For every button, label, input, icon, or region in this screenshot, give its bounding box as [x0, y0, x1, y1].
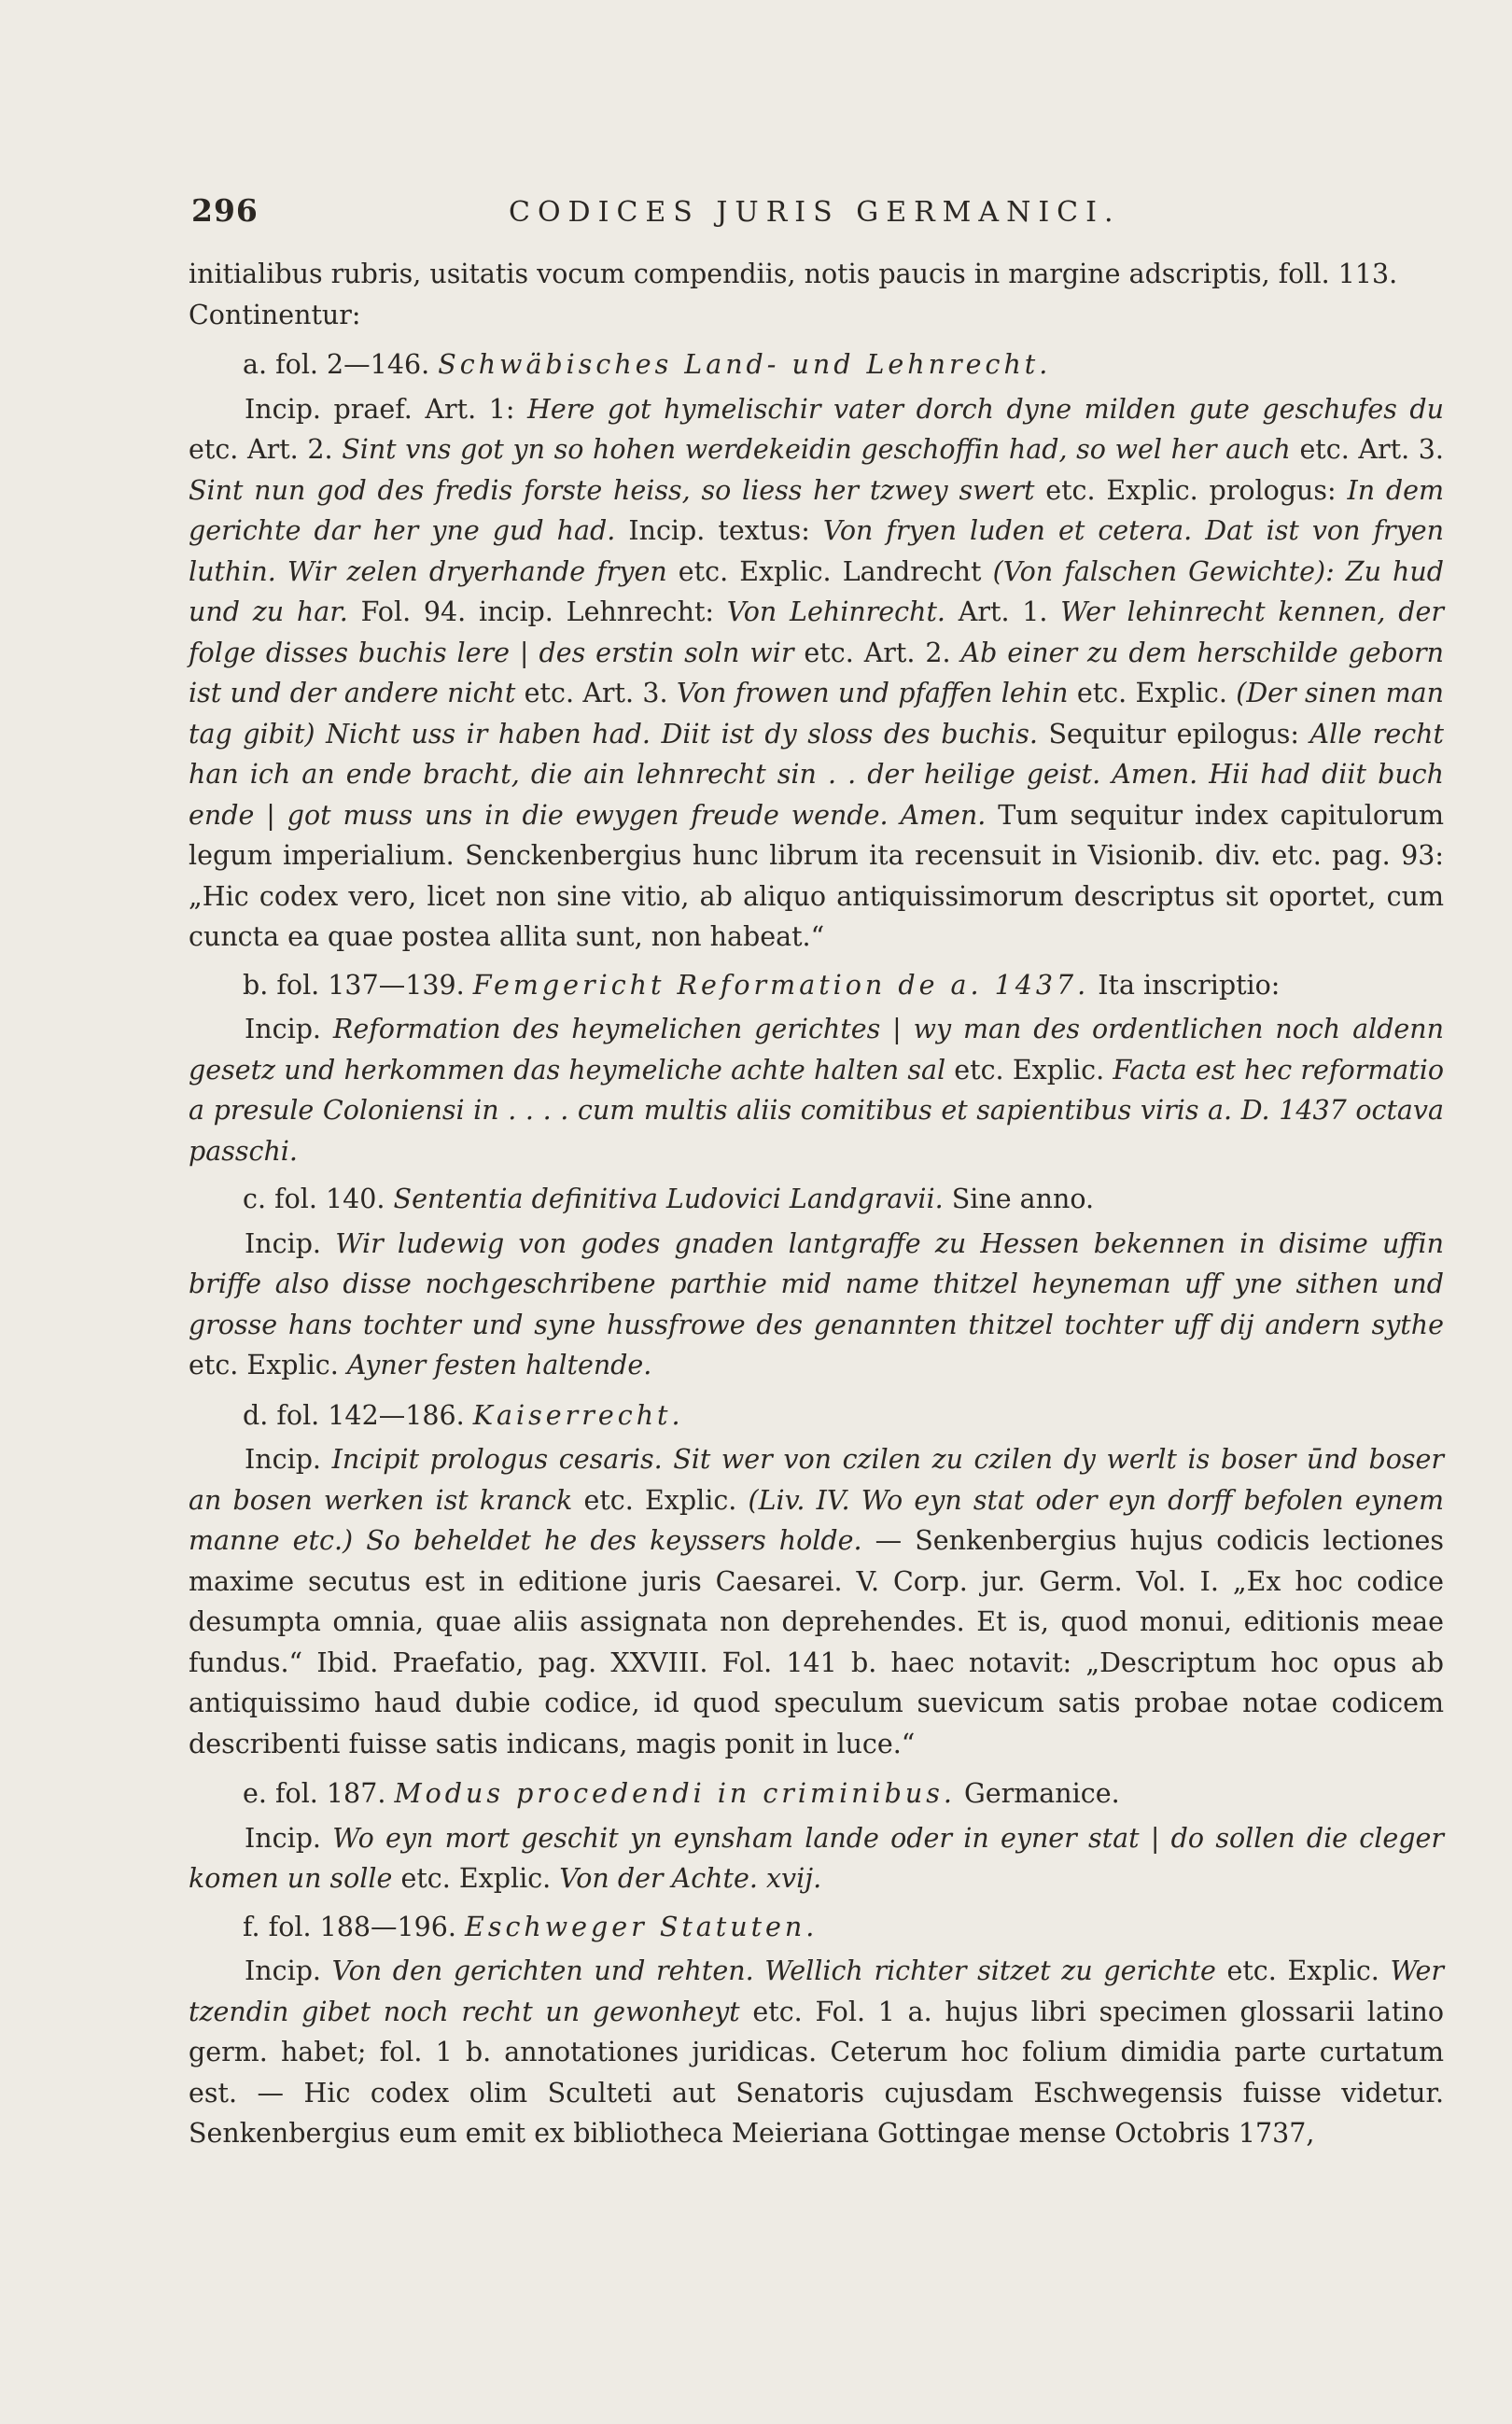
commentary-text: etc. Art. 3.	[1290, 434, 1444, 465]
section-heading	[189, 1179, 1444, 1220]
section-label: d. fol. 142—186.	[243, 1399, 465, 1431]
commentary-text: Sequitur epilogus:	[1037, 718, 1310, 750]
commentary-text: etc. Explic.	[189, 1350, 347, 1380]
section-title: Kaiserrecht.	[472, 1399, 684, 1431]
quoted-text: Wo eyn mort geschit yn eynsham lande oder in eyner stat | do sollen die cleger komen un solle	[189, 1822, 1444, 1894]
section-a	[189, 344, 1444, 958]
section-body	[189, 1951, 1444, 2154]
quoted-text: Sint vns got yn so hohen werdekeidin geschoffin had, so wel her auch	[342, 434, 1291, 465]
section-heading	[189, 344, 1444, 385]
section-body	[189, 1009, 1444, 1171]
commentary-text: — Senkenbergius hujus codicis lectiones maxime secutus est in editione juris Caesarei. V. Corp. jur. Germ. Vol. I. „Ex hoc codice desumpta omnia, quae aliis assignata non deprehendes. Et is, quod monui, editionis meae fundus.“ Ibid. Praefatio, pag. XXVIII. Fol. 141 b. haec notavit: „Descriptum hoc opus ab antiquissimo haud dubie codice, id quod speculum suevicum satis probae notae codicem describenti fuisse satis indicans, magis ponit in luce.“	[189, 1525, 1444, 1759]
section-title: Modus procedendi in criminibus.	[394, 1778, 956, 1809]
quoted-text: Ayner festen haltende.	[346, 1350, 652, 1380]
commentary-text: etc. Explic. Landrecht	[666, 555, 993, 587]
section-label: f. fol. 188—196.	[243, 1911, 456, 1942]
section-note: Germanice.	[964, 1778, 1120, 1809]
section-label: e. fol. 187.	[243, 1778, 386, 1809]
continentur-label: Continentur:	[189, 299, 361, 330]
quoted-text: Ab einer zu dem herschilde geborn ist und der andere nicht	[189, 637, 1444, 708]
commentary-text: etc. Explic.	[1215, 1955, 1391, 1986]
commentary-text: etc. Explic.	[572, 1484, 749, 1516]
section-label: a. fol. 2—146.	[243, 349, 430, 380]
quoted-text: Wer tzendin gibet noch recht un gewonheyt	[189, 1955, 1444, 2027]
section-note: Sine anno.	[951, 1184, 1095, 1214]
section-note: Ita inscriptio:	[1098, 969, 1281, 1001]
quoted-text: Von der Achte. xvij.	[559, 1863, 822, 1894]
section-label: b. fol. 137—139.	[243, 969, 465, 1001]
quoted-text: (Der sinen man tag gibit) Nicht uss ir haben had. Diit ist dy sloss des buchis.	[189, 678, 1444, 750]
section-body	[189, 1818, 1444, 1899]
quoted-text: In dem gerichte dar her yne gud had.	[189, 474, 1445, 546]
commentary-text: etc. Art. 2.	[793, 637, 961, 668]
quoted-text: Von fryen luden et cetera. Dat ist von fryen luthin. Wir zelen dryerhande fryen	[189, 515, 1444, 587]
commentary-text: Incip.	[245, 1444, 332, 1475]
page-header	[191, 192, 1461, 239]
commentary-text: Fol. 94. incip. Lehnrecht:	[347, 596, 727, 627]
commentary-text: etc. Explic.	[945, 1054, 1113, 1086]
commentary-text: Tum sequitur index capitulorum legum imperialium. Senckenbergius hunc librum ita recensuit in Visionib. div. etc. pag. 93: „Hic codex vero, licet non sine vitio, ab aliquo antiquissimorum descriptus sit oportet, cum cuncta ea quae postea allita sunt, non habeat.“	[189, 799, 1444, 952]
section-heading	[189, 965, 1444, 1006]
section-d	[189, 1395, 1444, 1765]
body-text	[189, 254, 1444, 2154]
quoted-text: (Liv. IV. Wo eyn stat oder eyn dorff befolen eynem manne etc.) So beheldet he des keyssers holde.	[189, 1484, 1445, 1556]
section-e	[189, 1773, 1444, 1899]
commentary-text: Incip.	[245, 1014, 333, 1044]
quoted-text: Wir ludewig von godes gnaden lantgraffe zu Hessen bekennen in disime uffin briffe also disse nochgeschribene parthie mid name thitzel heyneman uff yne sithen und grosse hans tochter und syne hussfrowe des genannten thitzel tochter uff dij andern sythe	[189, 1227, 1444, 1340]
section-body	[189, 389, 1444, 958]
section-heading	[189, 1395, 1444, 1436]
quoted-text: Incipit prologus cesaris. Sit wer von czilen zu czilen dy werlt is boser ūnd boser an bosen werken ist kranck	[189, 1444, 1444, 1516]
section-title: Femgericht Reformation de a. 1437.	[472, 969, 1090, 1001]
commentary-text: etc. Explic.	[1068, 678, 1237, 708]
section-body	[189, 1224, 1444, 1386]
commentary-text: Art. 1.	[945, 596, 1061, 627]
section-heading	[189, 1907, 1444, 1948]
quoted-text: Here got hymelischir vater dorch dyne milden gute geschufes du	[527, 393, 1444, 425]
quoted-text: Von Lehinrecht.	[726, 596, 945, 627]
quoted-text: Von den gerichten und rehten. Wellich richter sitzet zu gerichte	[331, 1955, 1216, 1986]
commentary-text: etc. Explic.	[392, 1863, 560, 1894]
commentary-text: etc. Art. 2.	[189, 434, 343, 465]
section-heading	[189, 1773, 1444, 1814]
quoted-text: Reformation des heymelichen gerichtes | wy man des ordentlichen noch aldenn gesetz und herkommen das heymeliche achte halten sal	[189, 1014, 1444, 1086]
section-label: c. fol. 140.	[243, 1184, 385, 1214]
page-number: 296	[191, 192, 259, 229]
section-c	[189, 1179, 1444, 1386]
commentary-text: Incip. textus:	[615, 515, 823, 546]
running-title: CODICES JURIS GERMANICI.	[509, 196, 1121, 229]
commentary-text: Incip.	[245, 1227, 336, 1259]
commentary-text: Incip.	[245, 1822, 333, 1854]
commentary-text: Incip.	[245, 1955, 332, 1986]
section-title: Schwäbisches Land- und Lehnrecht.	[438, 349, 1052, 380]
quoted-text: Wer lehinrecht kennen, der folge disses buchis lere | des erstin soln wir	[189, 596, 1444, 668]
section-body	[189, 1439, 1444, 1764]
quoted-text: Facta est hec reformatio a presule Coloniensi in . . . . cum multis aliis comitibus et sapientibus viris a. D. 1437 octava passchi.	[189, 1054, 1444, 1167]
section-b	[189, 965, 1444, 1172]
section-title: Sententia definitiva Ludovici Landgravii.	[393, 1184, 944, 1214]
quoted-text: Von frowen und pfaffen lehin	[676, 678, 1069, 708]
quoted-text: (Von falschen Gewichte): Zu hud und zu har.	[189, 555, 1444, 627]
commentary-text: etc. Art. 3.	[515, 678, 677, 708]
intro-line: initialibus rubris, usitatis vocum compendiis, notis paucis in margine adscriptis, foll. 113.	[189, 259, 1398, 289]
section-title: Eschweger Statuten.	[465, 1911, 819, 1942]
commentary-text: etc. Explic. prologus:	[1034, 474, 1348, 506]
quoted-text: Sint nun god des fredis forste heiss, so liess her tzwey swert	[189, 474, 1035, 506]
section-f	[189, 1907, 1444, 2154]
commentary-text: etc. Fol. 1 a. hujus libri specimen glossarii latino germ. habet; fol. 1 b. annotationes juridicas. Ceterum hoc folium dimidia parte curtatum est. — Hic codex olim Sculteti aut Senatoris cujusdam Eschwegensis fuisse videtur. Senkenbergius eum emit ex bibliotheca Meieriana Gottingae mense Octobris 1737,	[189, 1996, 1444, 2149]
quoted-text: Alle recht han ich an ende bracht, die ain lehnrecht sin . . der heilige geist. Amen. Hii had diit buch ende | got muss uns in die ewygen freude wende. Amen.	[189, 718, 1444, 831]
commentary-text: Incip. praef. Art. 1:	[245, 393, 527, 425]
